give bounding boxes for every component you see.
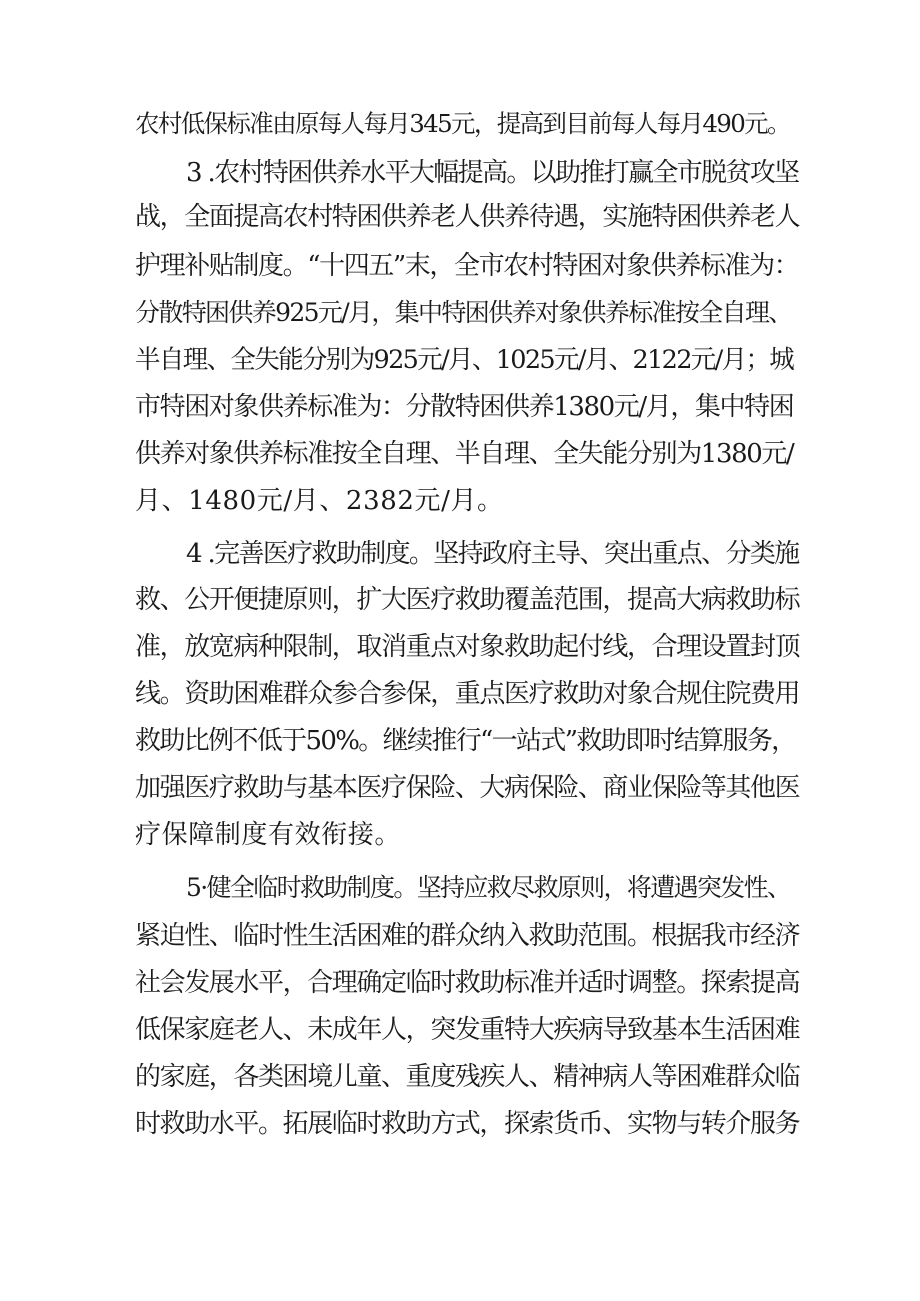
paragraph-line: 准，放宽病种限制，取消重点对象救助起付线，合理设置封顶 [135, 632, 800, 662]
paragraph-line: 5·健全临时救助制度。坚持应救尽救原则，将遭遇突发性、 [186, 873, 791, 902]
paragraph-line: 救、公开便捷原则，扩大医疗救助覆盖范围，提高大病救助标 [135, 585, 800, 615]
paragraph-line: 供养对象供养标准按全自理、半自理、全失能分别为1380元/ [135, 439, 794, 469]
paragraph-line: 半自理、全失能分别为925元/月、1025元/月、2122元/月；城 [135, 345, 794, 375]
paragraph-line: 护理补贴制度。“十四五”末，全市农村特困对象供养标准为： [135, 251, 799, 281]
paragraph-line: 市特困对象供养标准为：分散特困供养1380元/月，集中特困 [135, 392, 794, 422]
paragraph-line: 低保家庭老人、未成年人，突发重特大疾病导致基本生活困难 [135, 1015, 800, 1045]
paragraph-line: 4 .完善医疗救助制度。坚持政府主导、突出重点、分类施 [186, 539, 799, 569]
paragraph-line: 紧迫性、临时性生活困难的群众纳入救助范围。根据我市经济 [135, 921, 800, 951]
paragraph-line: 分散特困供养925元/月，集中特困供养对象供养标准按全自理、 [135, 298, 792, 327]
paragraph-line: 农村低保标准由原每人每月345元，提高到目前每人每月490元。 [135, 109, 790, 138]
paragraph-line: 疗保障制度有效衔接。 [135, 820, 402, 850]
paragraph-line: 时救助水平。拓展临时救助方式，探索货币、实物与转介服务 [135, 1109, 800, 1139]
paragraph-line: 线。资助困难群众参合参保，重点医疗救助对象合规住院费用 [135, 679, 800, 709]
paragraph-line: 的家庭，各类困境儿童、重度残疾人、精神病人等困难群众临 [135, 1062, 800, 1092]
paragraph-line: 社会发展水平，合理确定临时救助标准并适时调整。探索提高 [135, 968, 800, 998]
paragraph-line: 救助比例不低于50%。继续推行“一站式”救助即时结算服务， [135, 726, 796, 756]
paragraph-line: 加强医疗救助与基本医疗保险、大病保险、商业保险等其他医 [135, 773, 800, 803]
paragraph-line: 战，全面提高农村特困供养老人供养待遇，实施特困供养老人 [135, 202, 800, 232]
paragraph-line: 3 .农村特困供养水平大幅提高。以助推打赢全市脱贫攻坚 [186, 158, 799, 188]
paragraph-line: 月、1480元/月、2382元/月。 [135, 486, 504, 516]
